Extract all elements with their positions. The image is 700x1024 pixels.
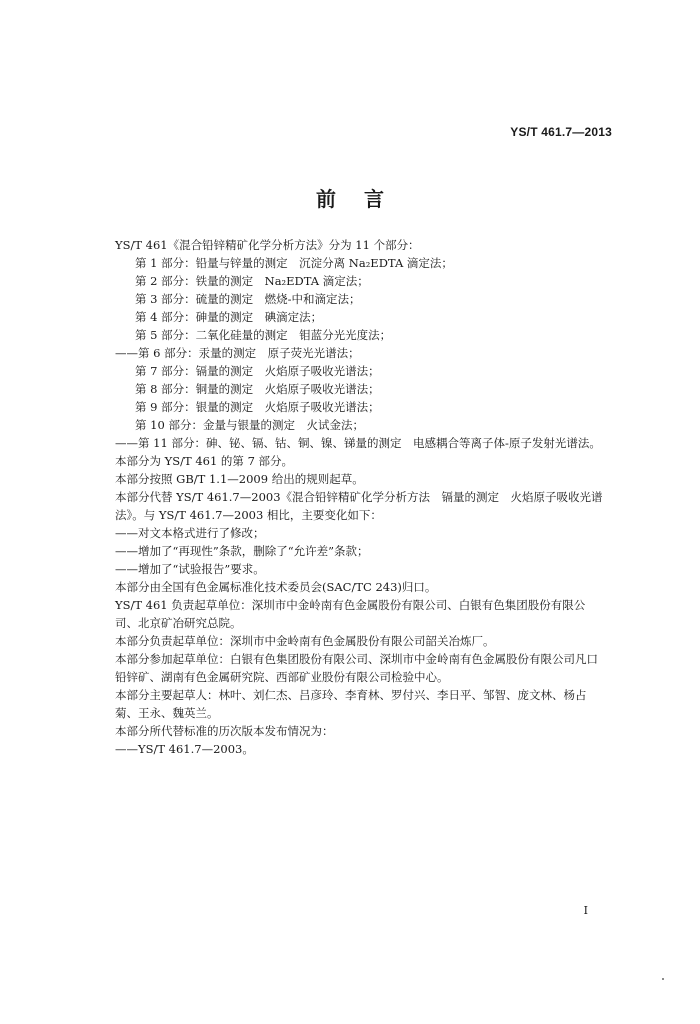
list-item: 第 10 部分：金量与银量的测定 火试金法；	[135, 418, 364, 432]
page-title: 前言	[316, 187, 412, 211]
list-item: ——第 6 部分：汞量的测定 原子荧光光谱法；	[115, 346, 360, 360]
list-item: 第 4 部分：砷量的测定 碘滴定法；	[135, 310, 323, 324]
paragraph: 本部分代替 YS/T 461.7—2003《混合铅锌精矿化学分析方法 镉量的测定 火焰原子吸收光谱法》。与 YS/T 461.7—2003 相比，主要变化如下：	[115, 490, 603, 522]
paragraph: 本部分为 YS/T 461 的第 7 部分。	[115, 454, 294, 468]
standard-code: YS/T 461.7—2013	[510, 125, 612, 139]
changes-list	[115, 524, 605, 578]
paragraph: 本部分由全国有色金属标准化技术委员会(SAC/TC 243)归口。	[115, 580, 437, 594]
list-item: 第 3 部分：硫量的测定 燃烧-中和滴定法；	[135, 292, 361, 306]
paragraph: 本部分主要起草人：林叶、刘仁杰、吕彦玲、李育林、罗付兴、李日平、邹智、庞文林、杨占菊、王永、魏英兰。	[115, 688, 587, 720]
list-item: 第 7 部分：镉量的测定 火焰原子吸收光谱法；	[135, 364, 380, 378]
list-item: ——YS/T 461.7—2003。	[115, 742, 254, 756]
document-body	[115, 236, 605, 758]
list-item: 第 2 部分：铁量的测定 Na₂EDTA 滴定法；	[135, 274, 369, 288]
paragraph: 本部分按照 GB/T 1.1—2009 给出的规则起草。	[115, 472, 364, 486]
list-item: 第 5 部分：二氧化硅量的测定 钼蓝分光光度法；	[135, 328, 392, 342]
paragraph: 本部分参加起草单位：白银有色集团股份有限公司、深圳市中金岭南有色金属股份有限公司凡口铅锌矿、湖南有色金属研究院、西部矿业股份有限公司检验中心。	[115, 652, 598, 684]
list-item: 第 9 部分：银量的测定 火焰原子吸收光谱法；	[135, 400, 380, 414]
list-item: ——对文本格式进行了修改；	[115, 526, 265, 540]
scan-mark	[662, 978, 664, 980]
list-item: ——增加了“试验报告”要求。	[115, 562, 265, 576]
paragraph: 本部分所代替标准的历次版本发布情况为：	[115, 724, 334, 738]
parts-list	[115, 254, 605, 452]
paragraph: YS/T 461 负责起草单位：深圳市中金岭南有色金属股份有限公司、白银有色集团股份有限公司、北京矿冶研究总院。	[115, 598, 586, 630]
paragraph: 本部分负责起草单位：深圳市中金岭南有色金属股份有限公司韶关冶炼厂。	[115, 634, 495, 648]
list-item: ——增加了“再现性”条款，删除了“允许差”条款；	[115, 544, 369, 558]
page-number: I	[583, 904, 588, 917]
list-item: 第 8 部分：铜量的测定 火焰原子吸收光谱法；	[135, 382, 380, 396]
list-item: 第 1 部分：铅量与锌量的测定 沉淀分离 Na₂EDTA 滴定法；	[135, 256, 453, 270]
list-item: ——第 11 部分：砷、铋、镉、钴、铜、镍、锑量的测定 电感耦合等离子体-原子发射光谱法。	[115, 436, 601, 450]
intro-paragraph: YS/T 461《混合铅锌精矿化学分析方法》分为 11 个部分：	[115, 238, 420, 252]
